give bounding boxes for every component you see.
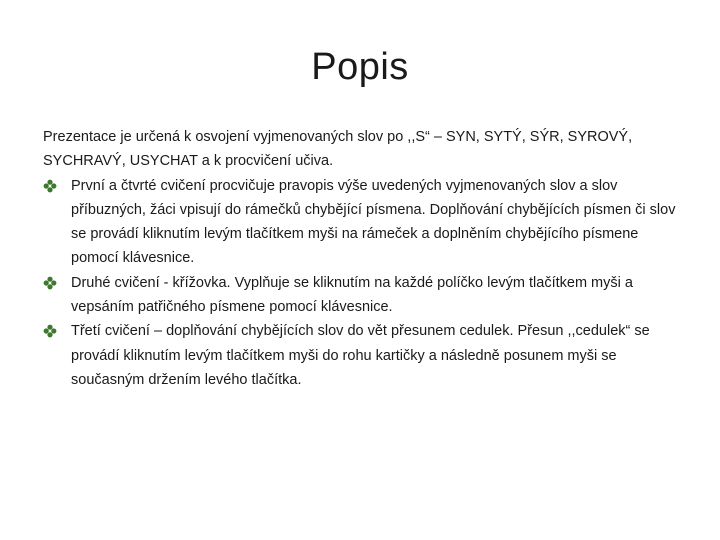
slide-content: [43, 125, 688, 392]
bullet-text: První a čtvrté cvičení procvičuje pravopis výše uvedených vyjmenovaných slov a slov příbuzných, žáci vpisují do rámečků chybějící písmena. Doplňování chybějících písmen či slov se provádí kliknutím levým tlačítkem myši na rámeček a doplněním chybějícího písmene pomocí klávesnice.: [71, 177, 676, 267]
bullet-item: [43, 271, 688, 320]
intro-paragraph: Prezentace je určená k osvojení vyjmenovaných slov po ,,S“ – SYN, SYTÝ, SÝR, SYROVÝ, SYCHRAVÝ, USYCHAT a k procvičení učiva.: [43, 129, 633, 170]
bullet-text: Třetí cvičení – doplňování chybějících slov do vět přesunem cedulek. Přesun ,,cedulek“ se provádí kliknutím levým tlačítkem myši do rohu kartičky a následně posunem myši se současným držením levého tlačítka.: [71, 323, 650, 388]
diamond-bullet-icon: [43, 179, 57, 193]
diamond-bullet-icon: [43, 324, 57, 338]
diamond-bullet-icon: [43, 276, 57, 290]
bullet-text: Druhé cvičení - křížovka. Vyplňuje se kliknutím na každé políčko levým tlačítkem myši a vepsáním patřičného písmene pomocí klávesnice.: [71, 274, 633, 316]
bullet-list: [43, 174, 688, 393]
slide-title: Popis: [311, 46, 409, 88]
bullet-item: [43, 319, 688, 392]
bullet-item: [43, 174, 688, 271]
